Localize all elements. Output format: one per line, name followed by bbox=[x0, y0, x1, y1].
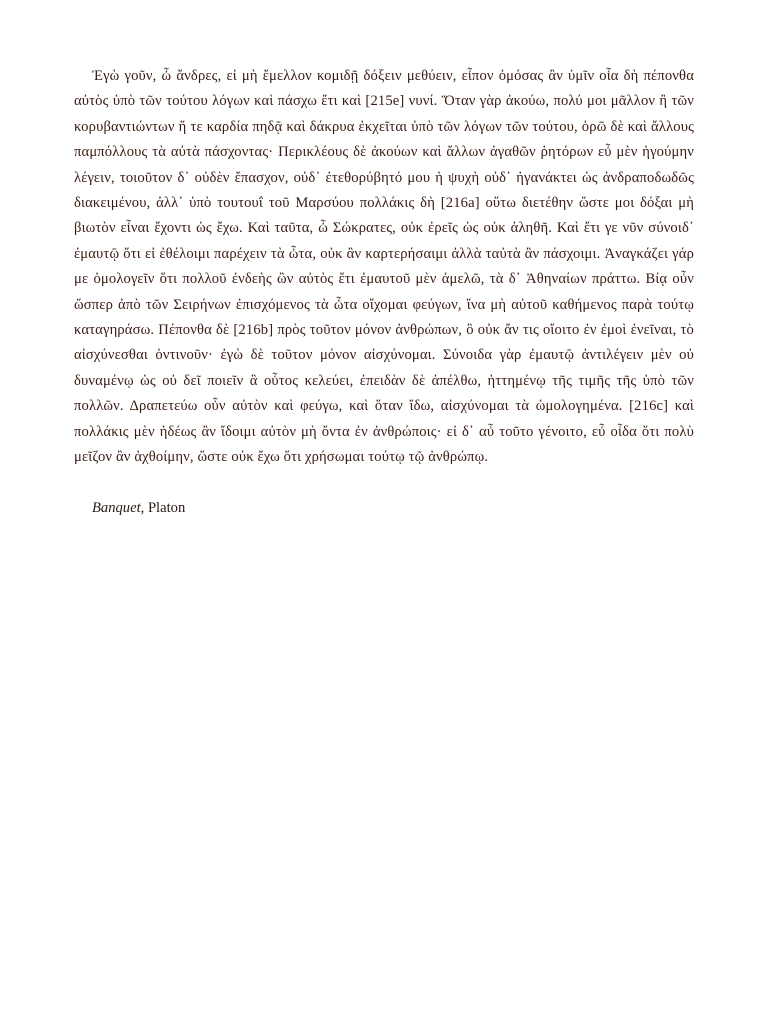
greek-passage: Ἐγὼ γοῦν, ὦ ἄνδρες, εἰ μὴ ἔμελλον κομιδῇ δόξειν μεθύειν, εἶπον ὀμόσας ἂν ὑμῖν οἷα δὴ πέπονθα αὐτὸς ὑπὸ τῶν τούτου λόγων καὶ πάσχω ἔτι καὶ [215e] νυνί. Ὅταν γὰρ ἀκούω, πολύ μοι μᾶλλον ἢ τῶν κορυβαντιώντων ἥ τε καρδία πηδᾷ καὶ δάκρυα ἐκχεῖται ὑπὸ τῶν λόγων τῶν τούτου, ὁρῶ δὲ καὶ ἄλλους παμπόλλους τὰ αὐτὰ πάσχοντας· Περικλέους δὲ ἀκούων καὶ ἄλλων ἀγαθῶν ῥητόρων εὖ μὲν ἡγούμην λέγειν, τοιοῦτον δ᾽ οὐδὲν ἔπασχον, οὐδ᾽ ἐτεθορύβητό μου ἡ ψυχὴ οὐδ᾽ ἠγανάκτει ὡς ἀνδραποδωδῶς διακειμένου, ἀλλ᾽ ὑπὸ τουτουΐ τοῦ Μαρσύου πολλάκις δὴ [216a] οὕτω διετέθην ὥστε μοι δόξαι μὴ βιωτὸν εἶναι ἔχοντι ὡς ἔχω. Καὶ ταῦτα, ὦ Σώκρατες, οὐκ ἐρεῖς ὡς οὐκ ἀληθῆ. Καὶ ἔτι γε νῦν σύνοιδ᾽ ἐμαυτῷ ὅτι εἰ ἐθέλοιμι παρέχειν τὰ ὦτα, οὐκ ἂν καρτερήσαιμι ἀλλὰ ταὐτὰ ἂν πάσχοιμι. Ἀναγκάζει γάρ με ὁμολογεῖν ὅτι πολλοῦ ἐνδεὴς ὢν αὐτὸς ἔτι ἐμαυτοῦ μὲν ἀμελῶ, τὰ δ᾽ Ἀθηναίων πράττω. Βίᾳ οὖν ὥσπερ ἀπὸ τῶν Σειρήνων ἐπισχόμενος τὰ ὦτα οἴχομαι φεύγων, ἵνα μὴ αὐτοῦ καθήμενος παρὰ τούτῳ καταγηράσω. Πέπονθα δὲ [216b] πρὸς τοῦτον μόνον ἀνθρώπων, ὃ οὐκ ἄν τις οἴοιτο ἐν ἐμοὶ ἐνεῖναι, τὸ αἰσχύνεσθαι ὁντινοῦν· ἐγὼ δὲ τοῦτον μόνον αἰσχύνομαι. Σύνοιδα γὰρ ἐμαυτῷ ἀντιλέγειν μὲν οὐ δυναμένῳ ὡς οὐ δεῖ ποιεῖν ἃ οὗτος κελεύει, ἐπειδὰν δὲ ἀπέλθω, ἡττημένῳ τῆς τιμῆς τῆς ὑπὸ τῶν πολλῶν. Δραπετεύω οὖν αὐτὸν καὶ φεύγω, καὶ ὅταν ἴδω, αἰσχύνομαι τὰ ὡμολογημένα. [216c] καὶ πολλάκις μὲν ἡδέως ἂν ἴδοιμι αὐτὸν μὴ ὄντα ἐν ἀνθρώποις· εἰ δ᾽ αὖ τοῦτο γένοιτο, εὖ οἶδα ὅτι πολὺ μεῖζον ἂν ἀχθοίμην, ὥστε οὐκ ἔχω ὅτι χρήσωμαι τούτῳ τῷ ἀνθρώπῳ. bbox=[74, 68, 694, 466]
citation bbox=[74, 496, 694, 521]
citation-author: Platon bbox=[144, 499, 186, 516]
document-page bbox=[74, 64, 694, 521]
citation-work-title: Banquet, bbox=[92, 499, 145, 516]
